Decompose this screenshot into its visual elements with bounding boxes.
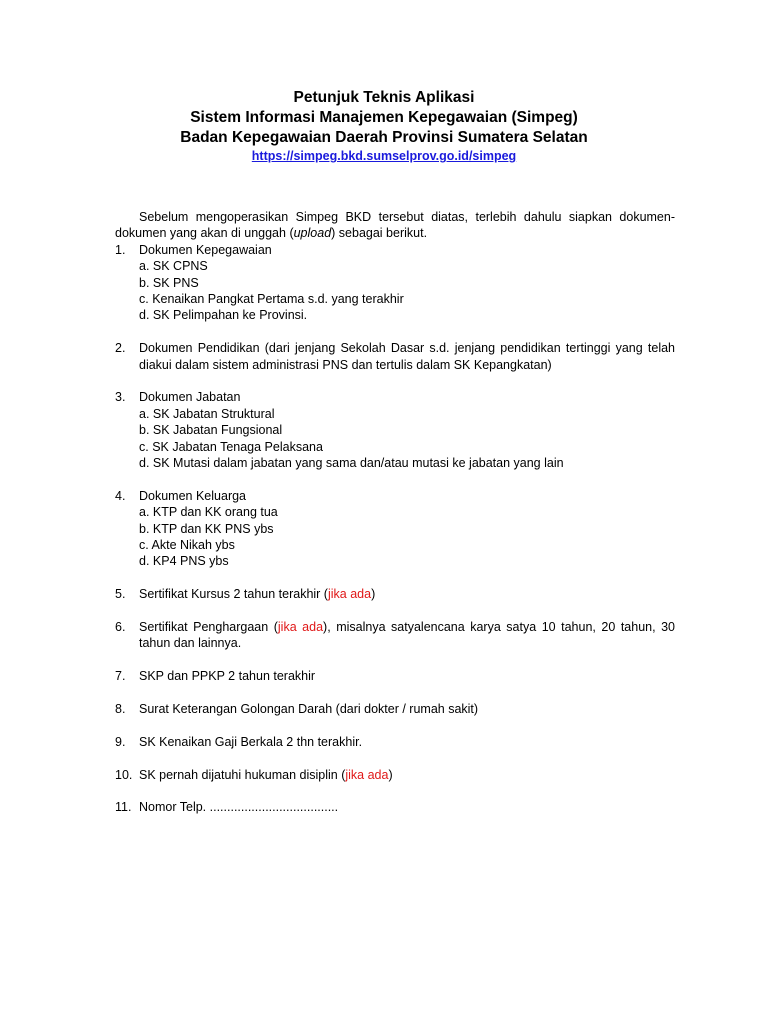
list-item bbox=[115, 340, 675, 373]
list-item bbox=[115, 488, 675, 570]
sub-item: a. SK CPNS bbox=[139, 259, 208, 274]
item-title: Dokumen Jabatan bbox=[139, 390, 241, 405]
item-title: Dokumen Keluarga bbox=[139, 488, 247, 503]
item-text-pre: Sertifikat Penghargaan ( bbox=[139, 620, 278, 635]
sub-item: c. SK Jabatan Tenaga Pelaksana bbox=[139, 439, 323, 454]
item-text: SKP dan PPKP 2 tahun terakhir bbox=[139, 669, 316, 684]
item-text-post: ), misalnya satyalencana karya satya 10 tahun, 20 tahun, 30 tahun dan lainnya. bbox=[139, 620, 675, 651]
sub-item: a. SK Jabatan Struktural bbox=[139, 406, 275, 421]
optional-note: jika ada bbox=[345, 767, 389, 782]
item-number: 3. bbox=[115, 390, 126, 405]
item-title: Dokumen Kepegawaian bbox=[139, 242, 272, 257]
sub-item: d. SK Mutasi dalam jabatan yang sama dan/atau mutasi ke jabatan yang lain bbox=[139, 456, 564, 471]
item-text: Surat Keterangan Golongan Darah (dari dokter / rumah sakit) bbox=[139, 702, 479, 717]
item-text-post: ) bbox=[388, 767, 393, 782]
list-item bbox=[115, 668, 675, 684]
item-text bbox=[139, 619, 675, 652]
item-number: 7. bbox=[115, 669, 126, 684]
sub-item: d. SK Pelimpahan ke Provinsi. bbox=[139, 308, 308, 323]
sub-item: b. SK Jabatan Fungsional bbox=[139, 423, 283, 438]
item-number: 6. bbox=[115, 620, 126, 635]
item-number: 4. bbox=[115, 488, 126, 503]
item-number: 9. bbox=[115, 734, 126, 749]
optional-note: jika ada bbox=[277, 620, 324, 635]
item-text-pre: Sertifikat Kursus 2 tahun terakhir ( bbox=[139, 587, 328, 602]
item-text bbox=[139, 767, 675, 783]
document-body bbox=[115, 209, 675, 816]
doc-agency: Badan Kepegawaian Daerah Provinsi Sumatera Selatan bbox=[180, 129, 588, 146]
item-number: 1. bbox=[115, 242, 126, 257]
simpeg-url-link[interactable]: https://simpeg.bkd.sumselprov.go.id/simpeg bbox=[251, 149, 517, 163]
item-number: 5. bbox=[115, 587, 126, 602]
sub-item: d. KP4 PNS ybs bbox=[139, 554, 229, 569]
document-header bbox=[0, 88, 768, 164]
item-number: 2. bbox=[115, 341, 126, 356]
list-item bbox=[115, 242, 675, 324]
list-item bbox=[115, 734, 675, 750]
item-number: 11. bbox=[115, 800, 132, 815]
list-item bbox=[115, 619, 675, 652]
sub-item: a. KTP dan KK orang tua bbox=[139, 505, 278, 520]
intro-italic: upload bbox=[293, 226, 332, 241]
sub-list bbox=[139, 258, 675, 324]
sub-item: b. KTP dan KK PNS ybs bbox=[139, 521, 274, 536]
item-number: 8. bbox=[115, 702, 126, 717]
item-text: Nomor Telp. ..................................... bbox=[139, 800, 339, 815]
sub-list bbox=[139, 406, 675, 472]
list-item bbox=[115, 586, 675, 602]
optional-note: jika ada bbox=[327, 587, 372, 602]
intro-text-1: Sebelum mengoperasikan Simpeg BKD tersebut diatas, terlebih dahulu siapkan dokumen-dokumen yang akan di unggah ( bbox=[115, 210, 675, 241]
list-item bbox=[115, 799, 675, 815]
list-item bbox=[115, 767, 675, 783]
sub-list bbox=[139, 504, 675, 570]
doc-subtitle: Sistem Informasi Manajemen Kepegawaian (Simpeg) bbox=[190, 109, 578, 126]
doc-title: Petunjuk Teknis Aplikasi bbox=[293, 89, 475, 106]
intro-paragraph bbox=[115, 209, 675, 242]
sub-item: c. Kenaikan Pangkat Pertama s.d. yang terakhir bbox=[139, 292, 404, 307]
intro-text-2: ) sebagai berikut. bbox=[331, 226, 428, 241]
item-text bbox=[139, 586, 675, 602]
item-number: 10. bbox=[115, 767, 133, 782]
sub-item: c. Akte Nikah ybs bbox=[139, 538, 235, 553]
item-text-post: ) bbox=[371, 587, 376, 602]
item-text-pre: SK pernah dijatuhi hukuman disiplin ( bbox=[139, 767, 346, 782]
list-item bbox=[115, 389, 675, 471]
list-item bbox=[115, 701, 675, 717]
item-text: SK Kenaikan Gaji Berkala 2 thn terakhir. bbox=[139, 734, 363, 749]
item-text: Dokumen Pendidikan (dari jenjang Sekolah Dasar s.d. jenjang pendidikan tertinggi yang telah diakui dalam sistem administrasi PNS dan tertulis dalam SK Kepangkatan) bbox=[139, 341, 675, 372]
sub-item: b. SK PNS bbox=[139, 275, 199, 290]
